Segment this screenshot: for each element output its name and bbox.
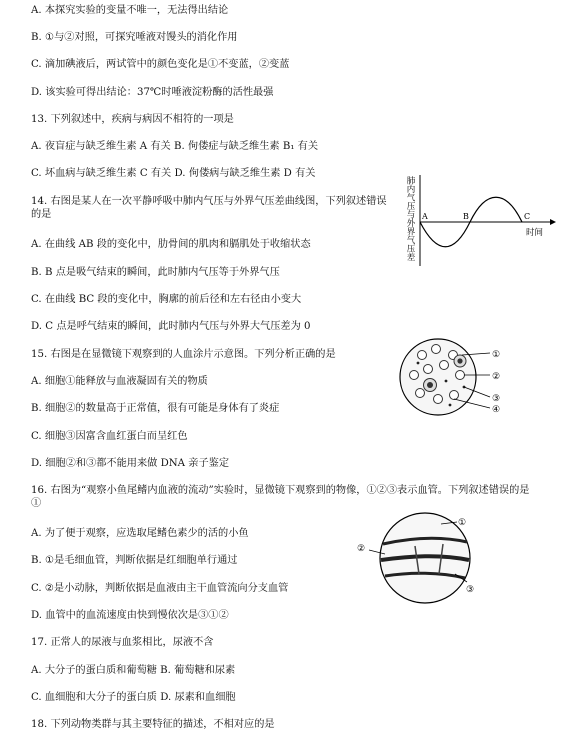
q15-option-b: B. 细胞②的数量高于正常值，很有可能是身体有了炎症	[31, 403, 280, 414]
q15-blood-smear-figure	[398, 335, 510, 420]
marker-4: ④	[492, 405, 501, 415]
q14-option-b: B. B 点是吸气结束的瞬间，此时肺内气压等于外界气压	[31, 267, 280, 278]
point-a-label: A	[422, 212, 428, 221]
q14-option-d: D. C 点是呼气结束的瞬间，此时肺内气压与外界大气压差为 0	[31, 321, 311, 332]
q12-option-b: B. ①与②对照，可探究唾液对馒头的消化作用	[31, 32, 238, 43]
x-axis-arrow	[550, 219, 556, 225]
q17-options-cd: C. 血细胞和大分子的蛋白质 D. 尿素和血细胞	[31, 692, 236, 703]
marker-3: ③	[492, 394, 501, 404]
q15-option-c: C. 细胞③因富含血红蛋白而呈红色	[31, 431, 188, 442]
marker-2: ②	[492, 372, 501, 382]
marker-3: ③	[466, 585, 475, 595]
marker-1: ①	[458, 518, 467, 528]
q13-options-ab: A. 夜盲症与缺乏维生素 A 有关 B. 佝偻症与缺乏维生素 B₁ 有关	[31, 141, 319, 152]
q12-option-d: D. 该实验可得出结论：37℃时唾液淀粉酶的活性最强	[31, 87, 274, 98]
q14-option-a: A. 在曲线 AB 段的变化中，肋骨间的肌肉和膈肌处于收缩状态	[31, 239, 311, 250]
q16-option-d: D. 血管中的血流速度由快到慢依次是③①②	[31, 610, 229, 621]
q12-option-c: C. 滴加碘液后，两试管中的颜色变化是①不变蓝，②变蓝	[31, 59, 290, 70]
q15-option-d: D. 细胞②和③都不能用来做 DNA 亲子鉴定	[31, 458, 230, 469]
q16-blood-flow-figure	[355, 510, 480, 605]
marker-1: ①	[492, 350, 501, 360]
q16-option-a: A. 为了便于观察，应选取尾鳍色素少的活的小鱼	[31, 528, 249, 539]
q16-option-b: B. ①是毛细血管，判断依据是红细胞单行通过	[31, 555, 238, 566]
marker-2: ②	[357, 544, 366, 554]
point-b-label: B	[463, 212, 469, 221]
point-c-label: C	[524, 212, 531, 221]
q17-options-ab: A. 大分子的蛋白质和葡萄糖 B. 葡萄糖和尿素	[31, 665, 236, 676]
q16-stem: 16. 右图为“观察小鱼尾鳍内血液的流动”实验时，显微镜下观察到的物像，①②③表示血管。下列叙述错误的是①	[31, 485, 530, 509]
q16-option-c: C. ②是小动脉，判断依据是血液由主干血管流向分支血管	[31, 583, 289, 594]
q12-option-a: A. 本探究实验的变量不唯一，无法得出结论	[31, 5, 229, 16]
y-axis-label: 肺内气压与外界气压差	[405, 176, 415, 261]
q14-option-c: C. 在曲线 BC 段的变化中，胸廓的前后径和左右径由小变大	[31, 294, 302, 305]
q14-pressure-figure	[402, 170, 558, 270]
q13-stem: 13. 下列叙述中，疾病与病因不相符的一项是	[31, 114, 234, 125]
q13-options-cd: C. 坏血病与缺乏维生素 C 有关 D. 佝偻病与缺乏维生素 D 有关	[31, 168, 316, 179]
q15-stem: 15. 右图是在显微镜下观察到的人血涂片示意图。下列分析正确的是	[31, 349, 336, 360]
q17-stem: 17. 正常人的尿液与血浆相比，尿液不含	[31, 637, 214, 648]
q18-stem: 18. 下列动物类群与其主要特征的描述，不相对应的是	[31, 719, 275, 730]
x-axis-label: 时间	[526, 228, 544, 238]
q14-stem: 14. 右图是某人在一次平静呼吸中肺内气压与外界气压差曲线图，下列叙述错误的是	[31, 196, 387, 220]
q15-option-a: A. 细胞①能释放与血液凝固有关的物质	[31, 376, 208, 387]
